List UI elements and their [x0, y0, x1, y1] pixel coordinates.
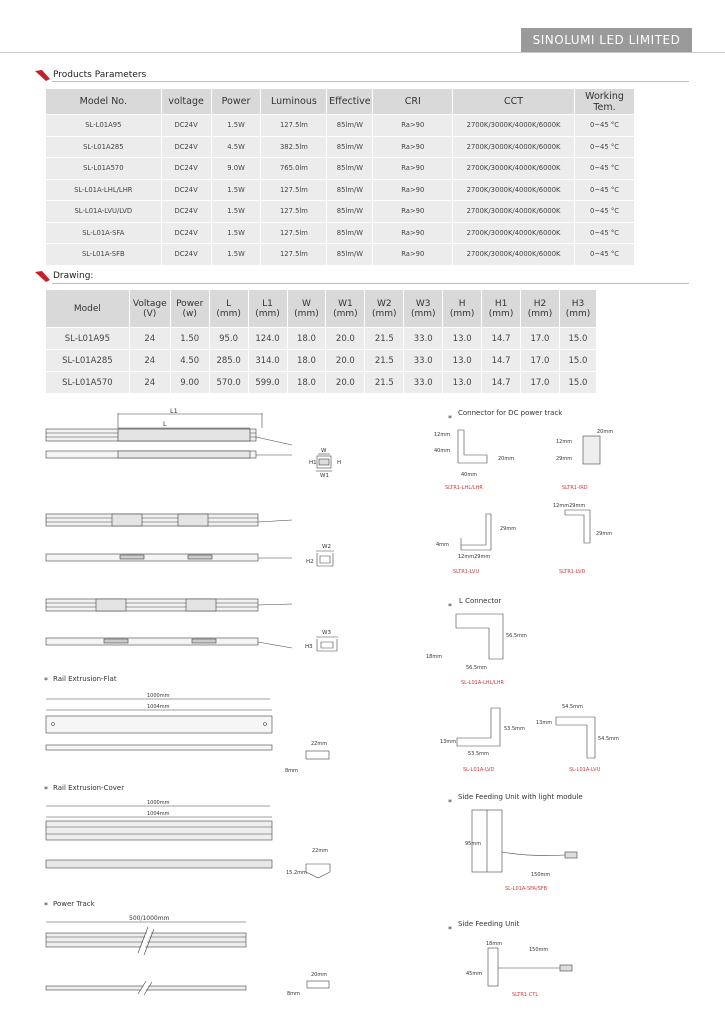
params-cell: Ra>90	[373, 179, 453, 201]
params-cell: 127.5lm	[261, 201, 327, 223]
params-cell: 2700K/3000K/4000K/6000K	[453, 201, 575, 223]
dim-L-label: L	[163, 420, 167, 428]
params-cell: 2700K/3000K/4000K/6000K	[453, 115, 575, 137]
drawing-cell: 21.5	[365, 372, 404, 394]
connector-dc-section	[434, 409, 613, 575]
svg-text:56.5mm: 56.5mm	[466, 665, 487, 671]
svg-text:29mm: 29mm	[596, 531, 613, 537]
params-header-cell: voltage	[161, 89, 211, 115]
code-ird: SLTR1-IRD	[562, 485, 588, 491]
drawing-header-unit: (mm)	[488, 308, 514, 319]
power-track-title: Power Track	[53, 900, 95, 908]
drawing-cell: 20.0	[326, 372, 365, 394]
svg-text:*: *	[44, 676, 48, 685]
drawing-header-unit: (w)	[182, 308, 197, 319]
code-sfa: SL-L01A-SFA/SFB	[505, 886, 548, 892]
drawing-cell: 17.0	[521, 328, 560, 350]
drawing-cell: 20.0	[326, 350, 365, 372]
dim-L1-label: L1	[170, 407, 178, 415]
svg-text:12mm29mm: 12mm29mm	[458, 554, 491, 560]
drawing-header-label: W3	[415, 298, 431, 309]
params-cell: DC24V	[161, 115, 211, 137]
svg-text:12mm29mm: 12mm29mm	[553, 503, 586, 509]
svg-text:*: *	[44, 785, 48, 794]
drawing-cell: 17.0	[521, 372, 560, 394]
params-cell: 85lm/W	[327, 201, 373, 223]
strip-drawing-285	[46, 514, 292, 561]
svg-text:H3: H3	[305, 644, 313, 650]
params-cell: 1.5W	[211, 244, 261, 266]
params-cell: 382.5lm	[261, 136, 327, 158]
params-header-cell: Model No.	[46, 89, 162, 115]
drawing-cell: 17.0	[521, 350, 560, 372]
drawing-header-unit: (mm)	[216, 308, 241, 319]
params-cell: 2700K/3000K/4000K/6000K	[453, 222, 575, 244]
svg-text:H: H	[337, 460, 342, 466]
drawing-cell: 4.50	[170, 350, 209, 372]
drawing-cell: 1.50	[170, 328, 209, 350]
params-header-cell: Effective	[327, 89, 373, 115]
params-cell: DC24V	[161, 244, 211, 266]
drawing-header-label: H2	[533, 298, 547, 309]
params-cell: SL-L01A95	[46, 115, 162, 137]
svg-text:*: *	[44, 901, 48, 910]
brand-name: SINOLUMI LED LIMITED	[532, 33, 681, 47]
drawing-cell: 24	[129, 372, 170, 394]
svg-text:13mm: 13mm	[536, 720, 553, 726]
code-ctl: SLTR1-CTL	[512, 992, 539, 998]
section-title-params: Products Parameters	[53, 70, 147, 80]
svg-text:54.5mm: 54.5mm	[562, 704, 583, 710]
params-cell: DC24V	[161, 179, 211, 201]
drawing-cell: 21.5	[365, 328, 404, 350]
params-cell: SL-L01A-SFB	[46, 244, 162, 266]
svg-text:18mm: 18mm	[426, 654, 443, 660]
drawing-cell: 15.0	[559, 328, 596, 350]
params-cell: 1.5W	[211, 179, 261, 201]
drawing-cell: 13.0	[443, 328, 482, 350]
rail-flat-title: Rail Extrusion-Flat	[53, 675, 117, 683]
drawing-cell: 15.0	[559, 350, 596, 372]
drawing-cell: 15.0	[559, 372, 596, 394]
params-cell: DC24V	[161, 158, 211, 180]
svg-text:1000mm: 1000mm	[147, 800, 170, 806]
drawing-cell: 9.00	[170, 372, 209, 394]
svg-text:*: *	[448, 925, 452, 934]
svg-text:56.5mm: 56.5mm	[506, 633, 527, 639]
drawing-cell: SL-L01A285	[46, 350, 130, 372]
drawing-cell: 18.0	[287, 328, 326, 350]
drawing-cell: 33.0	[404, 350, 443, 372]
params-cell: 2700K/3000K/4000K/6000K	[453, 158, 575, 180]
profile-section-3	[305, 630, 338, 651]
params-cell: 1.5W	[211, 201, 261, 223]
svg-text:1004mm: 1004mm	[147, 704, 170, 710]
svg-text:12mm: 12mm	[556, 439, 573, 445]
params-cell: 127.5lm	[261, 179, 327, 201]
svg-text:22mm: 22mm	[311, 741, 328, 747]
drawing-header-label: H1	[494, 298, 508, 309]
l-connector-title: L Connector	[459, 597, 502, 605]
svg-text:18mm: 18mm	[486, 941, 503, 947]
strip-drawing-570	[46, 599, 292, 648]
side-feeding-light-section	[448, 793, 583, 892]
drawing-cell: 95.0	[209, 328, 248, 350]
drawing-header-unit: (mm)	[294, 308, 319, 319]
params-cell: Ra>90	[373, 115, 453, 137]
svg-text:8mm: 8mm	[287, 991, 300, 997]
svg-text:29mm: 29mm	[556, 456, 573, 462]
svg-text:*: *	[448, 602, 452, 611]
drawing-header-unit: (mm)	[449, 308, 475, 319]
params-cell: Ra>90	[373, 244, 453, 266]
drawing-header-label: Power	[176, 298, 204, 309]
drawing-header-unit: (mm)	[372, 308, 397, 319]
svg-text:53.5mm: 53.5mm	[468, 751, 489, 757]
rail-cover-title: Rail Extrusion-Cover	[53, 784, 125, 792]
params-cell: 4.5W	[211, 136, 261, 158]
svg-text:29mm: 29mm	[500, 526, 517, 532]
svg-text:*: *	[448, 798, 452, 807]
svg-text:1004mm: 1004mm	[147, 811, 170, 817]
code-lhl: SLTR1-LHL/LHR	[445, 485, 483, 491]
svg-text:40mm: 40mm	[434, 448, 451, 454]
params-cell: 2700K/3000K/4000K/6000K	[453, 136, 575, 158]
svg-text:95mm: 95mm	[465, 841, 482, 847]
drawing-cell: 13.0	[443, 350, 482, 372]
profile-section-2	[306, 544, 334, 566]
drawing-header-unit: (mm)	[565, 308, 591, 319]
params-cell: SL-L01A570	[46, 158, 162, 180]
svg-text:W1: W1	[320, 473, 329, 479]
drawing-cell: 14.7	[482, 372, 521, 394]
params-header-cell: CRI	[373, 89, 453, 115]
drawing-header-unit: (mm)	[410, 308, 436, 319]
params-cell: 0~45 °C	[575, 136, 635, 158]
params-cell: 127.5lm	[261, 222, 327, 244]
drawing-header-label: W	[302, 298, 311, 309]
svg-text:45mm: 45mm	[466, 971, 483, 977]
drawing-cell: 13.0	[443, 372, 482, 394]
params-cell: 127.5lm	[261, 244, 327, 266]
params-cell: 85lm/W	[327, 222, 373, 244]
svg-text:W3: W3	[322, 630, 331, 636]
code-lvu: SLTR1-LVU	[453, 569, 480, 575]
svg-text:40mm: 40mm	[461, 472, 478, 478]
svg-text:15.2mm: 15.2mm	[286, 870, 307, 876]
params-cell: SL-L01A-LVU/LVD	[46, 201, 162, 223]
params-cell: Ra>90	[373, 158, 453, 180]
params-cell: 0~45 °C	[575, 222, 635, 244]
svg-text:53.5mm: 53.5mm	[504, 726, 525, 732]
params-cell: 2700K/3000K/4000K/6000K	[453, 179, 575, 201]
drawing-cell: 124.0	[248, 328, 287, 350]
code-lconn-lvd: SL-L01A-LVD	[463, 767, 495, 773]
drawing-header-unit: (mm)	[527, 308, 553, 319]
params-cell: 1.5W	[211, 115, 261, 137]
drawing-cell: 18.0	[287, 372, 326, 394]
params-header-cell: CCT	[453, 89, 575, 115]
ctl-title: Side Feeding Unit	[458, 920, 520, 928]
profile-section-1	[309, 448, 341, 479]
drawing-cell: 33.0	[404, 328, 443, 350]
svg-text:W2: W2	[322, 544, 331, 550]
drawing-header-label: Voltage	[132, 298, 167, 309]
params-cell: 9.0W	[211, 158, 261, 180]
params-cell: 85lm/W	[327, 136, 373, 158]
rail-extrusion-cover	[44, 784, 330, 878]
section-title-drawing: Drawing:	[53, 271, 94, 281]
params-cell: 0~45 °C	[575, 158, 635, 180]
params-cell: 765.0lm	[261, 158, 327, 180]
drawing-cell: 14.7	[482, 350, 521, 372]
params-cell: 85lm/W	[327, 244, 373, 266]
svg-text:500/1000mm: 500/1000mm	[129, 915, 170, 922]
params-cell: 85lm/W	[327, 158, 373, 180]
svg-text:4mm: 4mm	[436, 542, 449, 548]
drawing-cell: 18.0	[287, 350, 326, 372]
drawing-cell: 20.0	[326, 328, 365, 350]
svg-text:*: *	[448, 414, 452, 423]
drawing-header-label: H	[458, 298, 466, 309]
params-cell: SL-L01A-LHL/LHR	[46, 179, 162, 201]
rail-extrusion-flat	[44, 675, 329, 774]
power-track	[44, 900, 329, 997]
params-cell: SL-L01A-SFA	[46, 222, 162, 244]
drawing-cell: 570.0	[209, 372, 248, 394]
params-cell: 0~45 °C	[575, 115, 635, 137]
params-header-cell: Power	[211, 89, 261, 115]
svg-text:1000mm: 1000mm	[147, 693, 170, 699]
drawing-header-label: W2	[376, 298, 392, 309]
svg-text:20mm: 20mm	[498, 456, 515, 462]
strip-drawing-95	[46, 407, 292, 458]
drawing-cell: 599.0	[248, 372, 287, 394]
params-cell: DC24V	[161, 136, 211, 158]
drawing-header-label: H3	[571, 298, 585, 309]
params-cell: 0~45 °C	[575, 244, 635, 266]
params-cell: 85lm/W	[327, 179, 373, 201]
drawing-header-unit: (mm)	[255, 308, 280, 319]
code-lconn-lvu: SL-L01A-LVU	[569, 767, 601, 773]
svg-text:22mm: 22mm	[312, 848, 329, 854]
params-cell: 127.5lm	[261, 115, 327, 137]
params-cell: SL-L01A285	[46, 136, 162, 158]
params-cell: Ra>90	[373, 201, 453, 223]
params-cell: Ra>90	[373, 136, 453, 158]
l-connector-section	[426, 597, 619, 773]
drawing-header-label: Model	[73, 303, 101, 314]
svg-text:13mm: 13mm	[440, 739, 457, 745]
svg-text:54.5mm: 54.5mm	[598, 736, 619, 742]
side-feeding-section	[448, 920, 572, 998]
svg-text:20mm: 20mm	[597, 429, 614, 435]
params-header-cell: Luminous	[261, 89, 327, 115]
params-cell: 85lm/W	[327, 115, 373, 137]
params-cell: DC24V	[161, 222, 211, 244]
sfa-title: Side Feeding Unit with light module	[458, 793, 583, 801]
drawing-cell: 24	[129, 328, 170, 350]
svg-text:150mm: 150mm	[529, 947, 549, 953]
drawing-header-label: L1	[262, 298, 273, 309]
svg-text:12mm: 12mm	[434, 432, 451, 438]
drawing-header-label: L	[226, 298, 232, 309]
svg-text:W: W	[321, 448, 327, 454]
code-lconn-lhl: SL-L01A-LHL/LHR	[461, 680, 504, 686]
drawing-header-label: W1	[338, 298, 353, 309]
connector-title: Connector for DC power track	[458, 409, 563, 417]
drawing-cell: 14.7	[482, 328, 521, 350]
code-lvd: SLTR1-LVD	[559, 569, 586, 575]
drawing-cell: 285.0	[209, 350, 248, 372]
svg-text:8mm: 8mm	[285, 768, 298, 774]
params-cell: DC24V	[161, 201, 211, 223]
drawing-cell: 24	[129, 350, 170, 372]
svg-text:150mm: 150mm	[531, 872, 551, 878]
params-cell: 1.5W	[211, 222, 261, 244]
svg-text:H2: H2	[306, 559, 314, 565]
params-cell: 2700K/3000K/4000K/6000K	[453, 244, 575, 266]
drawing-cell: 21.5	[365, 350, 404, 372]
svg-text:20mm: 20mm	[311, 972, 328, 978]
drawing-cell: 314.0	[248, 350, 287, 372]
params-cell: Ra>90	[373, 222, 453, 244]
drawing-cell: SL-L01A570	[46, 372, 130, 394]
params-cell: 0~45 °C	[575, 201, 635, 223]
params-cell: 0~45 °C	[575, 179, 635, 201]
drawing-header-unit: (mm)	[333, 308, 358, 319]
drawing-cell: SL-L01A95	[46, 328, 130, 350]
svg-text:H1: H1	[309, 460, 317, 466]
drawing-header-unit: (V)	[143, 308, 157, 319]
params-header-cell: Working Tem.	[575, 89, 635, 115]
drawing-cell: 33.0	[404, 372, 443, 394]
